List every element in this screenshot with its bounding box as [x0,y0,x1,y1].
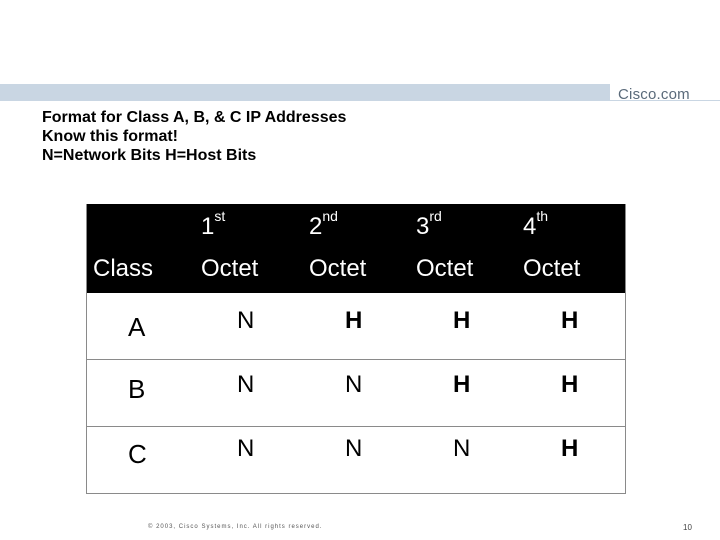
octet-3-cell: N [453,435,471,462]
table-row-b [87,360,625,427]
octet-4-cell: H [561,371,579,398]
octet-2-cell: H [345,307,363,334]
ip-class-table [86,204,626,494]
octet-3-cell: H [453,371,471,398]
header-octet-1-label: Octet [201,255,259,282]
heading-line-2: Know this format! [42,128,178,145]
header-octet-2-number: 2nd [309,208,338,240]
table-row-a [87,293,625,360]
octet-4-cell: H [561,435,579,462]
octet-1-cell: N [237,307,255,334]
octet-2-cell: N [345,371,363,398]
cisco-logo: Cisco.com [618,86,690,103]
octet-2-cell: N [345,435,363,462]
slide-heading [42,108,346,165]
header-octet-4-number: 4th [523,208,549,240]
octet-4-cell: H [561,307,579,334]
class-cell: A [128,312,146,342]
class-cell: B [128,374,146,404]
table-row-c [87,427,625,493]
header-octet-3-number: 3rd [416,208,442,240]
header-octet-1-number: 1st [201,208,226,240]
header-class: Class [93,255,154,282]
header-octet-4-label: Octet [523,255,581,282]
heading-line-3: N=Network Bits H=Host Bits [42,147,257,164]
header-octet-3-label: Octet [416,255,474,282]
copyright-footer: © 2003, Cisco Systems, Inc. All rights reserved. [148,524,323,530]
page-number: 10 [683,523,692,532]
class-cell: C [128,439,147,469]
header-octet-2-label: Octet [309,255,367,282]
header-band [0,84,610,101]
table-header [87,204,625,293]
octet-1-cell: N [237,371,255,398]
heading-line-1: Format for Class A, B, & C IP Addresses [42,109,347,126]
octet-3-cell: H [453,307,471,334]
octet-1-cell: N [237,435,255,462]
header-band-line [0,100,720,101]
